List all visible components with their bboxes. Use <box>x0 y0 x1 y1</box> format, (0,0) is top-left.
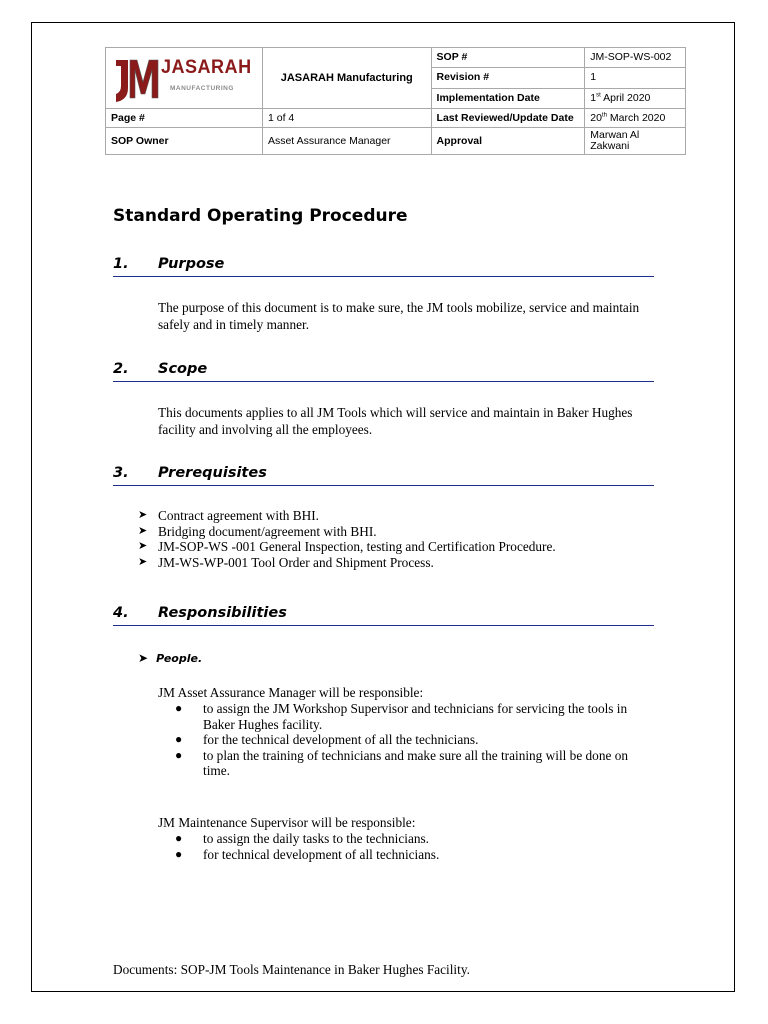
manager-responsibilities-list <box>158 701 658 779</box>
section-heading-scope <box>113 361 654 382</box>
section-heading-purpose <box>113 256 654 277</box>
bullet-dot-icon: ● <box>175 732 183 746</box>
logo-cell <box>106 48 263 109</box>
implementation-date-label: Implementation Date <box>431 88 585 108</box>
document-title: Standard Operating Procedure <box>113 206 408 226</box>
supervisor-responsibilities-list <box>158 831 658 862</box>
list-item: ➤ Contract agreement with BHI. <box>138 508 319 523</box>
arrow-bullet-icon: ➤ <box>138 509 148 521</box>
section-title: Purpose <box>158 256 225 272</box>
last-reviewed-value: 20th March 2020 <box>585 109 686 128</box>
arrow-bullet-icon: ➤ <box>138 540 148 552</box>
list-item: ● to plan the training of technicians and make sure all the training will be done on time. <box>175 747 629 778</box>
page-value: 1 of 4 <box>262 109 431 128</box>
section-heading-prerequisites <box>113 465 654 486</box>
bullet-dot-icon: ● <box>175 846 183 861</box>
approval-label: Approval <box>431 128 585 155</box>
sop-owner-value: Asset Assurance Manager <box>262 128 431 155</box>
revision-label: Revision # <box>431 68 585 88</box>
bullet-dot-icon: ● <box>175 701 183 715</box>
company-logo <box>106 48 256 108</box>
purpose-text: The purpose of this document is to make sure, the JM tools mobilize, service and maintain safely and in timely manner. <box>158 300 640 332</box>
bullet-dot-icon: ● <box>175 747 183 762</box>
logo-subtext: MANUFACTURING <box>170 85 234 92</box>
sop-owner-label: SOP Owner <box>106 128 263 155</box>
section-number: 4. <box>113 605 129 621</box>
sop-label: SOP # <box>431 48 585 68</box>
section-title: Scope <box>158 361 208 377</box>
list-item: ● for the technical development of all the technicians. <box>175 732 479 747</box>
section-title: Responsibilities <box>158 605 287 621</box>
scope-text: This documents applies to all JM Tools which will service and maintain in Baker Hughes facility and involving all the employees. <box>158 405 633 437</box>
list-item: ➤ JM-WS-WP-001 Tool Order and Shipment Process. <box>138 554 434 570</box>
sop-header-table <box>105 47 686 155</box>
manager-intro: JM Asset Assurance Manager will be responsible: <box>158 685 424 700</box>
section-heading-responsibilities <box>113 605 654 626</box>
list-item: ➤ Bridging document/agreement with BHI. <box>138 523 377 539</box>
arrow-bullet-icon: ➤ <box>138 555 148 568</box>
arrow-bullet-icon: ➤ <box>138 651 149 665</box>
implementation-date-value: 1st April 2020 <box>585 88 686 108</box>
list-item: ● to assign the daily tasks to the technicians. <box>175 831 430 846</box>
supervisor-intro: JM Maintenance Supervisor will be responsible: <box>158 815 416 830</box>
list-item: ● for technical development of all technicians. <box>175 846 440 862</box>
section-title: Prerequisites <box>158 465 267 481</box>
section-number: 3. <box>113 465 129 481</box>
page-label: Page # <box>106 109 263 128</box>
document-footer: Documents: SOP-JM Tools Maintenance in Baker Hughes Facility. <box>113 962 470 977</box>
list-item: ➤ JM-SOP-WS -001 General Inspection, testing and Certification Procedure. <box>138 539 556 554</box>
section-number: 2. <box>113 361 129 377</box>
logo-wordmark: JASARAH <box>161 57 252 78</box>
sop-value: JM-SOP-WS-002 <box>585 48 686 68</box>
arrow-bullet-icon: ➤ <box>138 524 148 537</box>
bullet-dot-icon: ● <box>175 831 183 845</box>
revision-value: 1 <box>585 68 686 88</box>
last-reviewed-label: Last Reviewed/Update Date <box>431 109 585 128</box>
list-item: ● to assign the JM Workshop Supervisor and technicians for servicing the tools in Baker Hughes facility. <box>175 701 628 732</box>
prerequisites-list <box>138 508 678 570</box>
jm-logo-icon <box>110 52 162 104</box>
people-subheading: ➤ People. <box>138 651 203 665</box>
company-name: JASARAH Manufacturing <box>262 48 431 109</box>
approval-value: Marwan Al Zakwani <box>585 128 686 155</box>
section-number: 1. <box>113 256 129 272</box>
